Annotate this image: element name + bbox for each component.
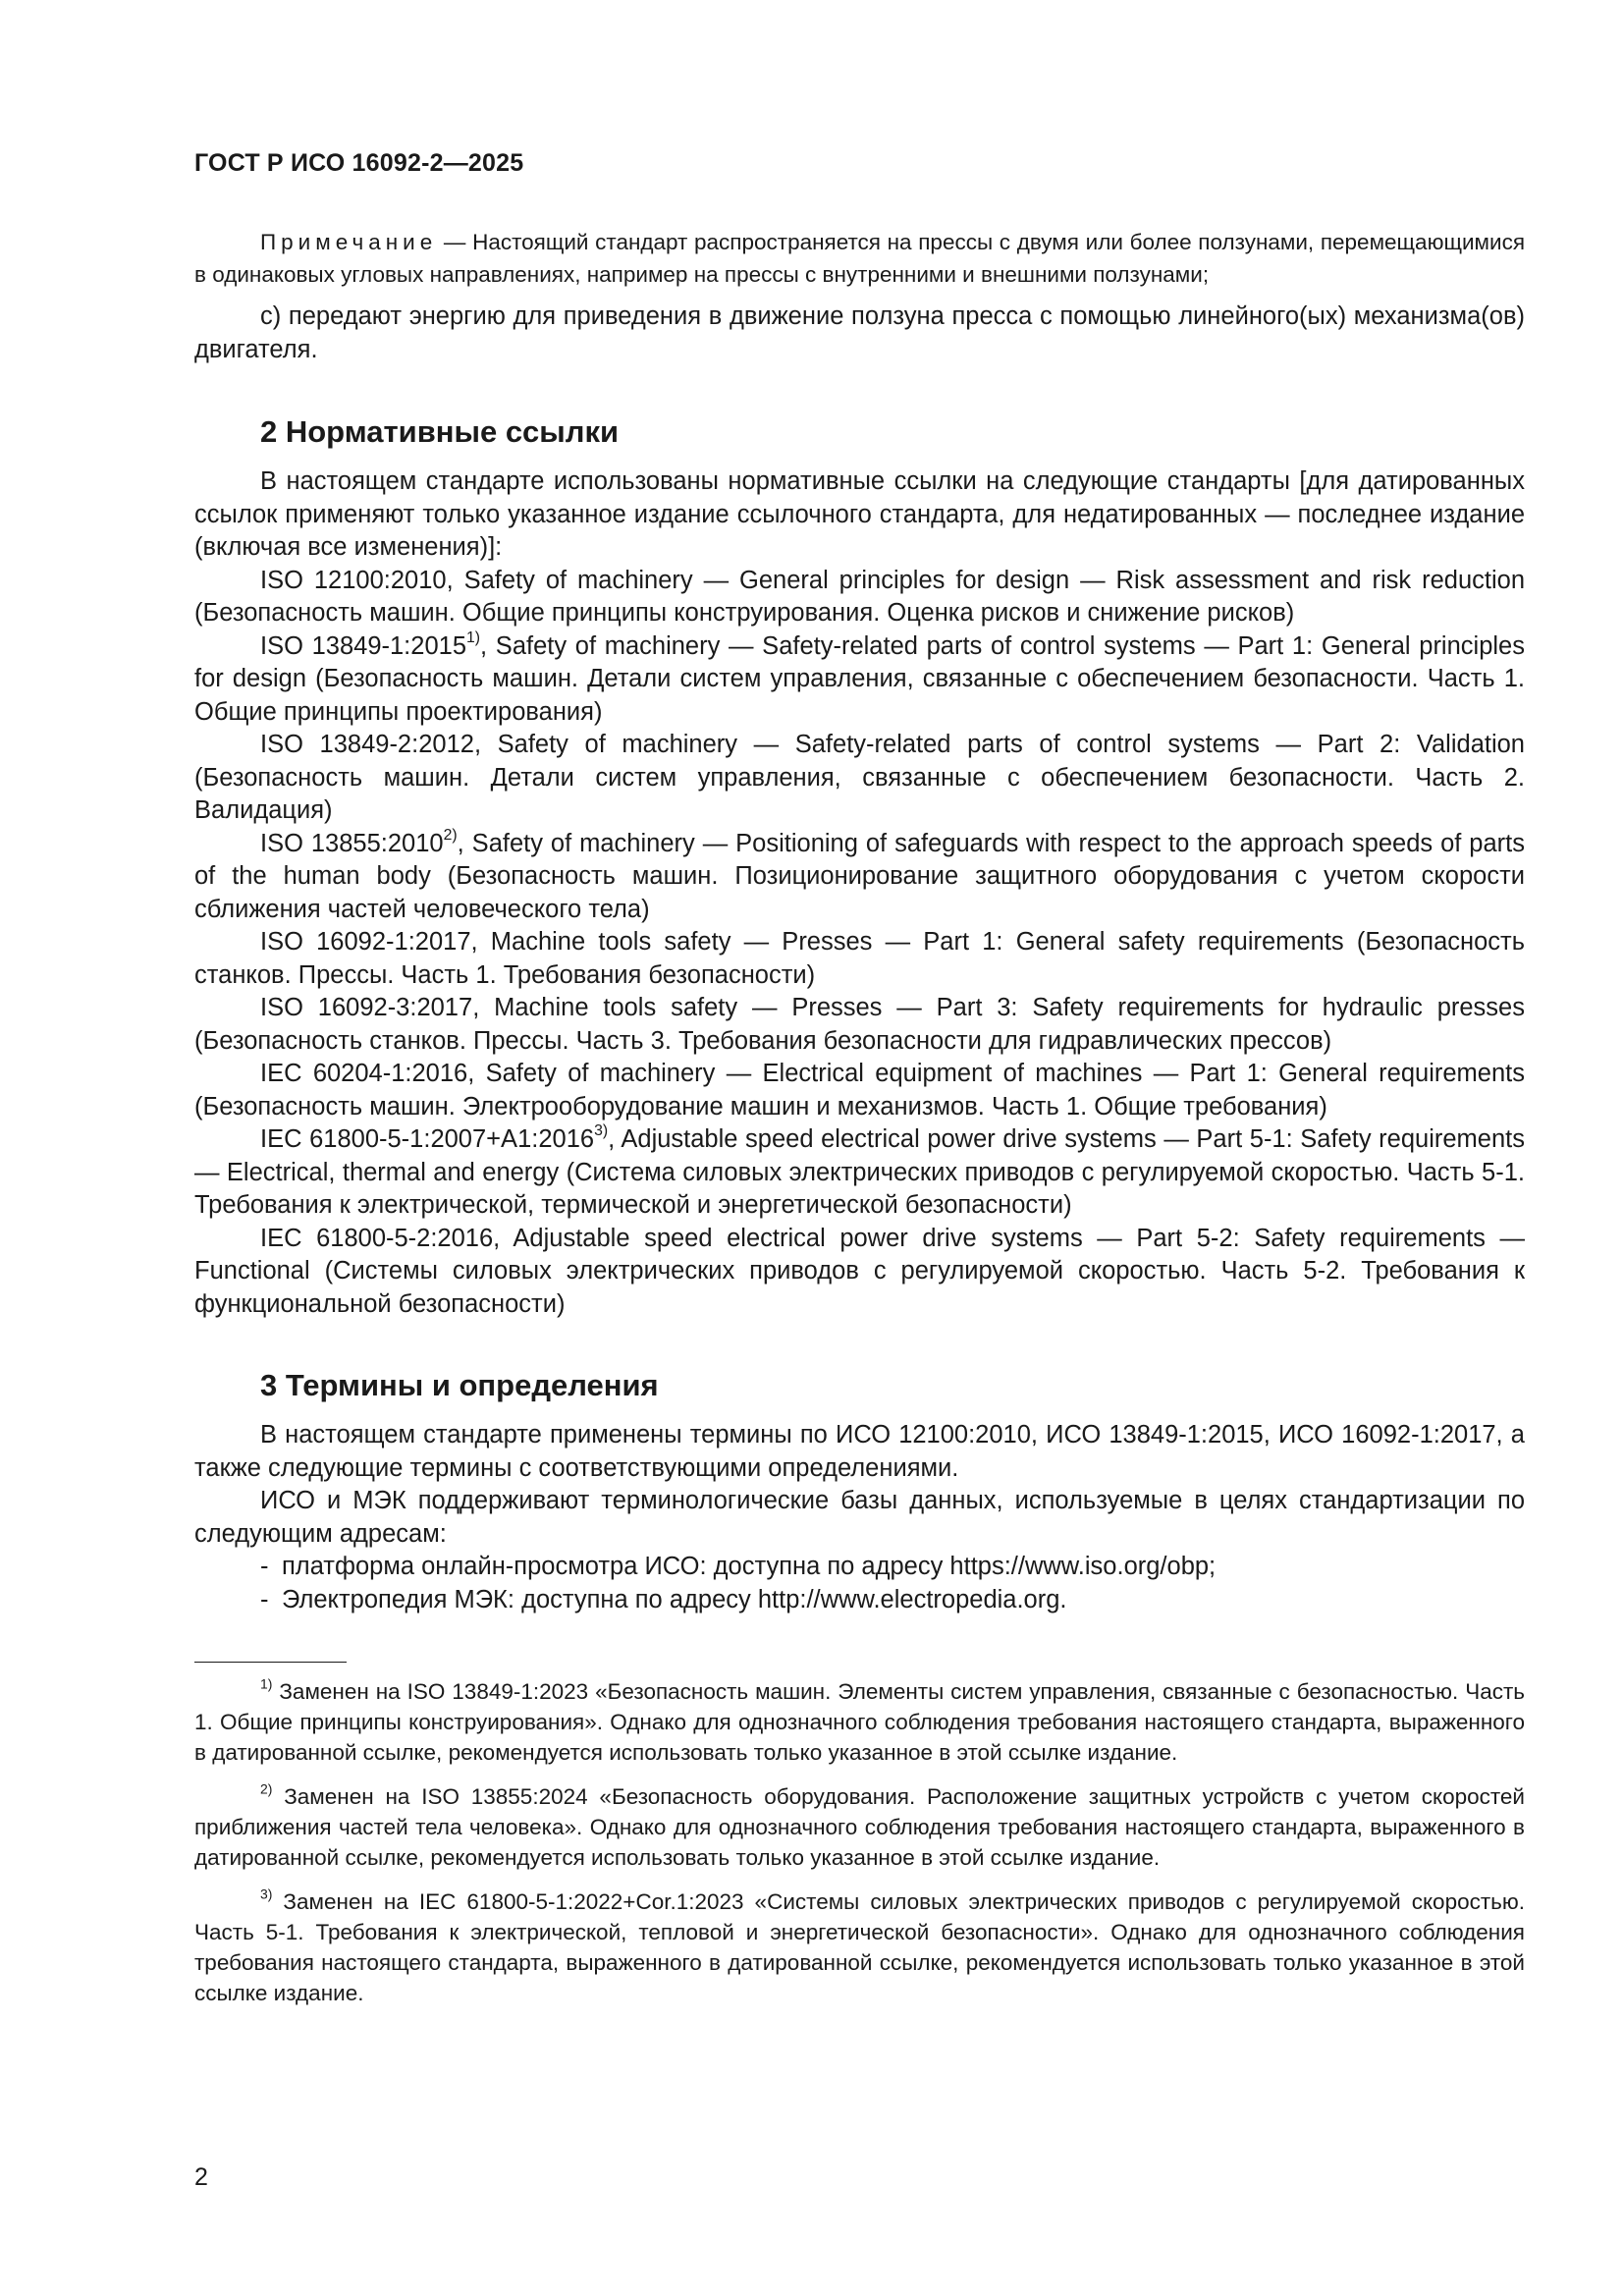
item-c-paragraph: c) передают энергию для приведения в движение ползуна пресса с помощью линейного(ых) механизма(ов) двигателя. [194, 302, 1525, 363]
footnote-mark: 2) [260, 1780, 273, 1797]
section-3-heading: 3 Термины и определения [260, 1368, 659, 1402]
footnote-separator [194, 1662, 347, 1663]
reference-item: ISO 16092-1:2017, Machine tools safety — Presses — Part 1: General safety requirements (Безопасность станков. Прессы. Часть 1. Требования безопасности) [194, 928, 1525, 989]
reference-item: IEC $61800-5-1:2007+A1:2016^{3)}$, Adjustable speed electrical power drive systems — Part 5-1: Safety requirements — Electrical, thermal and energy (Система силовых электрических приводов с регулируемой скоростью. Часть 5-1. Требования к электрической, термической и энергетической безопасности) [194, 1122, 1525, 1219]
note-paragraph [194, 226, 1525, 291]
page-number: 2 [194, 2163, 208, 2191]
section-3-paragraph-1: В настоящем стандарте применены термины по ИСО 12100:2010, ИСО 13849-1:2015, ИСО 16092-1:2017, а также следующие термины с соответствующими определениями. [194, 1421, 1525, 1482]
list-item: - Электропедия МЭК: доступна по адресу http://www.electropedia.org. [194, 1584, 1525, 1617]
footnote-marker: 2) [443, 826, 458, 844]
dash-marker: - [260, 1585, 269, 1613]
reference-item: IEC 60204-1:2016, Safety of machinery — Electrical equipment of machines — Part 1: General requirements (Безопасность машин. Электрооборудование машин и механизмов. Часть 1. Общие требования) [194, 1060, 1525, 1121]
list-item: - платформа онлайн-просмотра ИСО: доступна по адресу https://www.iso.org/obp; [194, 1551, 1525, 1584]
footnote: $^{2)}$ Заменен на ISO 13855:2024 «Безопасность оборудования. Расположение защитных устройств с учетом скоростей приближения частей тела человека». Однако для однозначного соблюдения требования настоящего стандарта, выраженного в датированной ссылке, рекомендуется использовать только указанное в этой ссылке издание. [194, 1780, 1525, 1870]
section-3-paragraph-2: ИСО и МЭК поддерживают терминологические базы данных, используемые в целях стандартизации по следующим адресам: [194, 1487, 1525, 1548]
reference-item: ISO 13849-1:2015$^{1)}$, Safety of machinery — Safety-related parts of control systems — Part 1: General principles for design (Безопасность машин. Детали систем управления, связанные с обеспечением безопасности. Часть 1. Общие принципы проектирования) [194, 629, 1525, 726]
reference-item: ISO 16092-3:2017, Machine tools safety — Presses — Part 3: Safety requirements for hydraulic presses (Безопасность станков. Прессы. Часть 3. Требования безопасности для гидравлических прессов) [194, 994, 1525, 1055]
reference-item: ISO 13849-2:2012, Safety of machinery — Safety-related parts of control systems — Part 2: Validation (Безопасность машин. Детали систем управления, связанные с обеспечением безопасности. Часть 2. Валидация) [194, 731, 1525, 824]
page-content [194, 226, 1525, 2022]
footnote-marker: 1) [466, 629, 481, 646]
section-2-heading: 2 Нормативные ссылки [260, 414, 620, 449]
reference-item: IEC 61800-5-2:2016, Adjustable speed electrical power drive systems — Part 5-2: Safety requirements — Functional (Системы силовых электрических приводов с регулируемой скоростью. Часть 5-2. Требования к функциональной безопасности) [194, 1224, 1525, 1318]
document-header: ГОСТ Р ИСО 16092-2—2025 [194, 149, 524, 177]
reference-item: ISO 12100:2010, Safety of machinery — General principles for design — Risk assessment and risk reduction (Безопасность машин. Общие принципы конструирования. Оценка рисков и снижение рисков) [194, 566, 1526, 627]
footnote: $^{1)}$ Заменен на ISO 13849-1:2023 «Безопасность машин. Элементы систем управления, связанные с безопасностью. Часть 1. Общие принципы конструирования». Однако для однозначного соблюдения требования настоящего стандарта, выраженного в датированной ссылке, рекомендуется использовать только указанное в этой ссылке издание. [194, 1675, 1525, 1765]
note-text: — Настоящий стандарт распространяется на прессы с двумя или более ползунами, перемещающимися в одинаковых угловых направлениях, например на прессы с внутренними и внешними ползунами; [194, 230, 1525, 287]
footnote: $^{3)}$ Заменен на IEC 61800-5-1:2022+Cor.1:2023 «Системы силовых электрических приводов с регулируемой скоростью. Часть 5-1. Требования к электрической, тепловой и энергетической безопасности». Однако для однозначного соблюдения требования настоящего стандарта, выраженного в датированной ссылке, рекомендуется использовать только указанное в этой ссылке издание. [194, 1886, 1525, 2005]
footnote-mark: 3) [260, 1886, 273, 1902]
footnote-marker: 3) [594, 1122, 609, 1140]
note-label: Примечание [260, 230, 438, 254]
reference-item: ISO 13855:2010$^{2)}$, Safety of machinery — Positioning of safeguards with respect to the approach speeds of parts of the human body (Безопасность машин. Позиционирование защитного оборудования с учетом скорости сближения частей человеческого тела) [194, 826, 1526, 923]
section-2-intro: В настоящем стандарте использованы нормативные ссылки на следующие стандарты [для датированных ссылок применяют только указанное издание ссылочного стандарта, для недатированных — последнее издание (включая все изменения)]: [194, 467, 1525, 561]
footnote-mark: 1) [260, 1675, 273, 1692]
dash-marker: - [260, 1553, 269, 1580]
